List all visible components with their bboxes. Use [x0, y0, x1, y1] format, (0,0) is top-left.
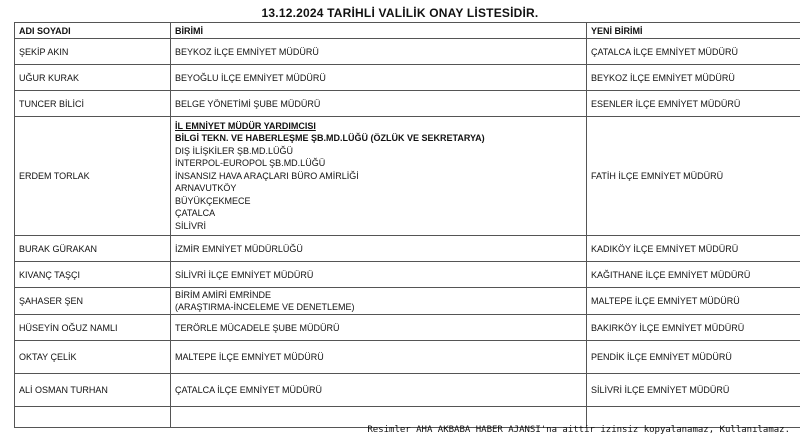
cell-new-unit: ÇATALCA İLÇE EMNİYET MÜDÜRÜ [587, 39, 800, 65]
table-row [15, 65, 800, 91]
table-row [15, 117, 800, 236]
table-row [15, 39, 800, 65]
cell-new-unit: FATİH İLÇE EMNİYET MÜDÜRÜ [587, 117, 800, 236]
cell-new-unit: BAKIRKÖY İLÇE EMNİYET MÜDÜRÜ [587, 315, 800, 341]
document-title: 13.12.2024 TARİHLİ VALİLİK ONAY LİSTESİDİR. [261, 6, 539, 20]
cell-unit: BEYKOZ İLÇE EMNİYET MÜDÜRÜ [171, 39, 587, 65]
table-row [15, 341, 800, 374]
table-header-row [15, 23, 800, 39]
table-row [15, 288, 800, 315]
cell-name: TUNCER BİLİCİ [15, 91, 171, 117]
table-row [15, 91, 800, 117]
unit-line: (ARAŞTIRMA-İNCELEME VE DENETLEME) [175, 302, 355, 312]
cell-new-unit: BEYKOZ İLÇE EMNİYET MÜDÜRÜ [587, 65, 800, 91]
cell-unit-multiline [171, 288, 587, 315]
cell-unit-multiline [171, 117, 587, 236]
cell-unit: İZMİR EMNİYET MÜDÜRLÜĞÜ [171, 236, 587, 262]
cell-name: HÜSEYİN OĞUZ NAMLI [15, 315, 171, 341]
unit-line: BİRİM AMİRİ EMRİNDE [175, 289, 272, 300]
cell-unit: TERÖRLE MÜCADELE ŞUBE MÜDÜRÜ [171, 315, 587, 341]
header-new-unit: YENİ BİRİMİ [587, 23, 800, 39]
cell-name: UĞUR KURAK [15, 65, 171, 91]
cell-new-unit: KAĞITHANE İLÇE EMNİYET MÜDÜRÜ [587, 262, 800, 288]
cell-name: ALİ OSMAN TURHAN [15, 374, 171, 407]
cell-name: KIVANÇ TAŞÇI [15, 262, 171, 288]
unit-line: ARNAVUTKÖY [175, 183, 237, 194]
table-row [15, 374, 800, 407]
cell-new-unit: ESENLER İLÇE EMNİYET MÜDÜRÜ [587, 91, 800, 117]
cell-new-unit: SİLİVRİ İLÇE EMNİYET MÜDÜRÜ [587, 374, 800, 407]
approval-table [14, 22, 800, 428]
unit-line: ÇATALCA [175, 208, 216, 219]
unit-line: İNTERPOL-EUROPOL ŞB.MD.LÜĞÜ [175, 158, 326, 169]
unit-line: DIŞ İLİŞKİLER ŞB.MD.LÜĞÜ [175, 145, 294, 156]
header-unit: BİRİMİ [171, 23, 587, 39]
cell-unit: MALTEPE İLÇE EMNİYET MÜDÜRÜ [171, 341, 587, 374]
cell-new-unit: PENDİK İLÇE EMNİYET MÜDÜRÜ [587, 341, 800, 374]
cell-name: OKTAY ÇELİK [15, 341, 171, 374]
cell-empty [15, 407, 171, 428]
unit-line: İL EMNİYET MÜDÜR YARDIMCISI [175, 120, 316, 131]
cell-new-unit: MALTEPE İLÇE EMNİYET MÜDÜRÜ [587, 288, 800, 315]
table-row [15, 315, 800, 341]
unit-line: İNSANSIZ HAVA ARAÇLARI BÜRO AMİRLİĞİ [175, 170, 359, 181]
cell-name: BURAK GÜRAKAN [15, 236, 171, 262]
cell-new-unit: KADIKÖY İLÇE EMNİYET MÜDÜRÜ [587, 236, 800, 262]
cell-unit: BELGE YÖNETİMİ ŞUBE MÜDÜRÜ [171, 91, 587, 117]
unit-line: BÜYÜKÇEKMECE [175, 195, 251, 206]
cell-unit: BEYOĞLU İLÇE EMNİYET MÜDÜRÜ [171, 65, 587, 91]
table-row [15, 262, 800, 288]
cell-name: ŞAHASER ŞEN [15, 288, 171, 315]
header-name: ADI SOYADI [15, 23, 171, 39]
unit-line: BİLGİ TEKN. VE HABERLEŞME ŞB.MD.LÜĞÜ (ÖZLÜK VE SEKRETARYA) [175, 133, 485, 144]
cell-unit: ÇATALCA İLÇE EMNİYET MÜDÜRÜ [171, 374, 587, 407]
cell-unit: SİLİVRİ İLÇE EMNİYET MÜDÜRÜ [171, 262, 587, 288]
copyright-watermark: Resimler AHA AKBABA HABER AJANSI'na aittir izinsiz kopyalanamaz, Kullanılamaz. [367, 425, 790, 435]
unit-line: SİLİVRİ [175, 220, 207, 231]
table-row [15, 236, 800, 262]
cell-name: ŞEKİP AKIN [15, 39, 171, 65]
cell-name: ERDEM TORLAK [15, 117, 171, 236]
